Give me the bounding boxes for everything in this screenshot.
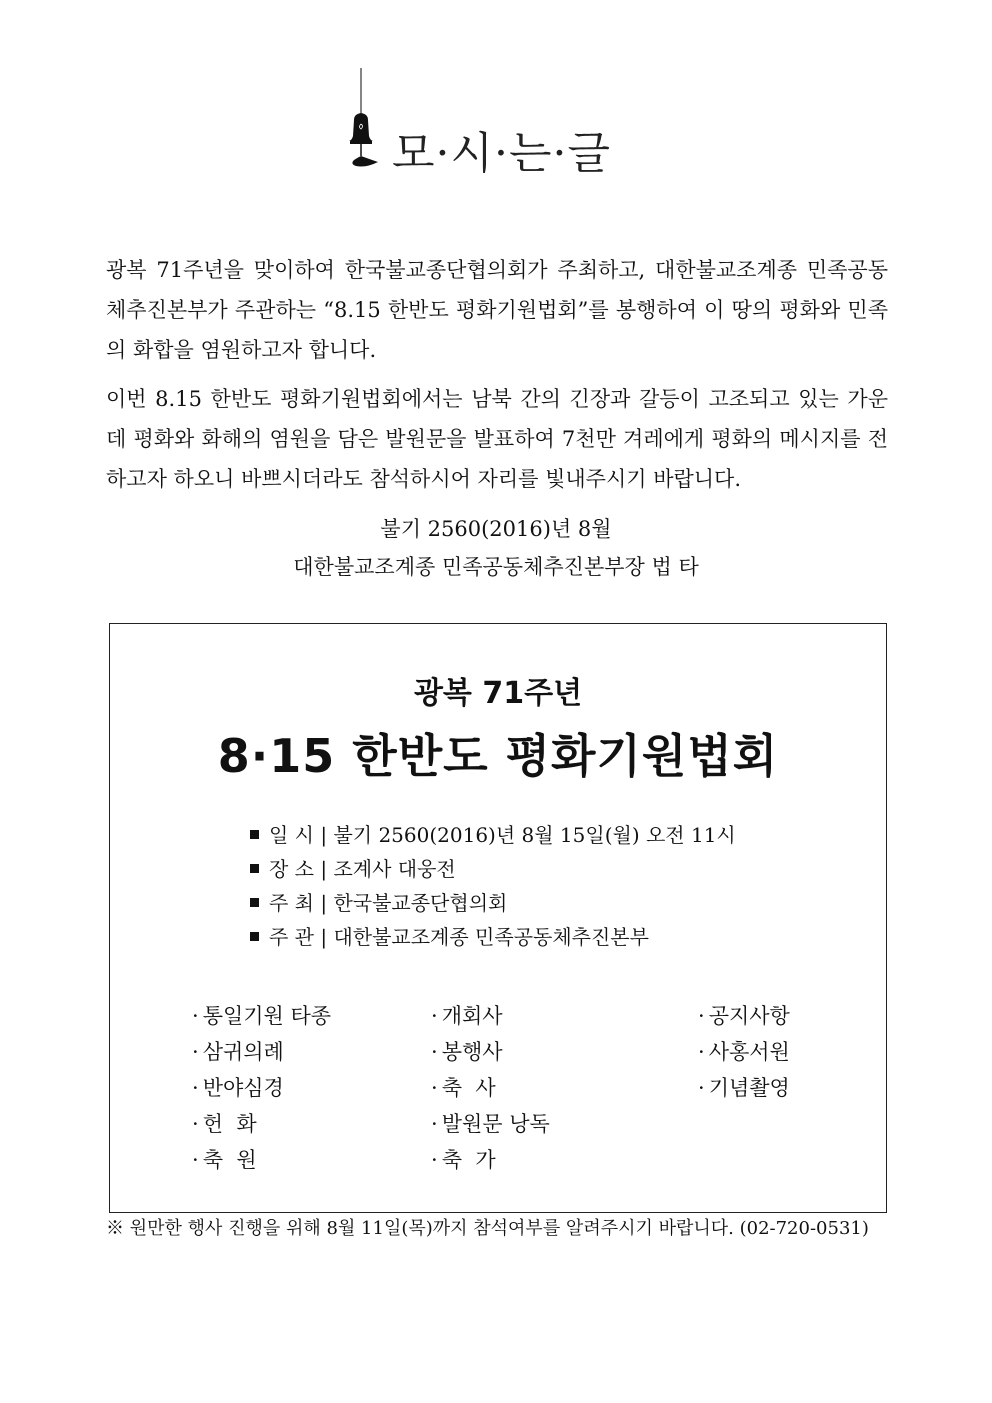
middle-dot-icon: · (431, 1112, 438, 1136)
square-bullet-icon (250, 898, 259, 907)
program-item (431, 1142, 550, 1178)
signer-line: 대한불교조계종 민족공동체추진본부장 법 타 (293, 555, 699, 579)
event-details (250, 818, 736, 954)
square-bullet-icon (250, 932, 259, 941)
middle-dot-icon: · (698, 1004, 705, 1028)
detail-organizer (250, 920, 736, 954)
program-item-label: 통일기원 타종 (202, 1004, 332, 1028)
rsvp-note: ※ 원만한 행사 진행을 위해 8월 11일(목)까지 참석여부를 알려주시기 바랍니다. (02-720-0531) (106, 1218, 869, 1239)
program-item-label: 삼귀의례 (202, 1040, 284, 1064)
program-item (431, 1034, 550, 1070)
middle-dot-icon: · (431, 1148, 438, 1172)
invitation-header (0, 68, 992, 188)
square-bullet-icon (250, 830, 259, 839)
event-title: 8·15 한반도 평화기원법회 (217, 729, 779, 783)
program-item-label: 축 사 (441, 1076, 496, 1100)
program-item (698, 1070, 790, 1106)
program-item-label: 반야심경 (202, 1076, 284, 1100)
program-item-label: 헌 화 (202, 1112, 257, 1136)
program-item-label: 봉행사 (441, 1040, 503, 1064)
program-item (431, 998, 550, 1034)
temple-bell-icon (342, 68, 382, 178)
program-item (431, 1070, 550, 1106)
program-item-label: 사홍서원 (708, 1040, 790, 1064)
middle-dot-icon: · (192, 1040, 199, 1064)
middle-dot-icon: · (698, 1040, 705, 1064)
middle-dot-icon: · (192, 1004, 199, 1028)
middle-dot-icon: · (192, 1148, 199, 1172)
program-item (698, 998, 790, 1034)
square-bullet-icon (250, 864, 259, 873)
middle-dot-icon: · (431, 1004, 438, 1028)
detail-venue (250, 852, 736, 886)
purpose-paragraph: 이번 8.15 한반도 평화기원법회에서는 남북 간의 긴장과 갈등이 고조되고 있는 가운데 평화와 화해의 염원을 담은 발원문을 발표하여 7천만 겨레에게 평화의 메시지를 전하고자 하오니 바쁘시더라도 참석하시어 자리를 빛내주시기 바랍니다. (106, 387, 888, 491)
program-item (698, 1034, 790, 1070)
detail-text: 주 관 | 대한불교조계종 민족공동체추진본부 (269, 925, 649, 949)
middle-dot-icon: · (431, 1076, 438, 1100)
middle-dot-icon: · (698, 1076, 705, 1100)
detail-text: 주 최 | 한국불교종단협의회 (269, 891, 508, 915)
program-item-label: 발원문 낭독 (441, 1112, 550, 1136)
invitation-title: 모·시·는·글 (392, 128, 611, 179)
program-column-1 (192, 998, 331, 1178)
program-item-label: 개회사 (441, 1004, 503, 1028)
intro-paragraph: 광복 71주년을 맞이하여 한국불교종단협의회가 주최하고, 대한불교조계종 민족공동체추진본부가 주관하는 “8.15 한반도 평화기원법회”를 봉행하여 이 땅의 평화와 민족의 화합을 염원하고자 합니다. (106, 258, 888, 362)
program-column-2 (431, 998, 550, 1178)
detail-host (250, 886, 736, 920)
program-item (192, 998, 331, 1034)
middle-dot-icon: · (192, 1112, 199, 1136)
program-item-label: 축 가 (441, 1148, 496, 1172)
event-subtitle: 광복 71주년 (413, 676, 583, 711)
program-item (192, 1034, 331, 1070)
program-item-label: 공지사항 (708, 1004, 790, 1028)
program-item (192, 1106, 331, 1142)
detail-text: 장 소 | 조계사 대웅전 (269, 857, 456, 881)
detail-datetime (250, 818, 736, 852)
program-column-3 (698, 998, 790, 1106)
program-item-label: 기념촬영 (708, 1076, 790, 1100)
program-item (192, 1142, 331, 1178)
detail-text: 일 시 | 불기 2560(2016)년 8월 15일(월) 오전 11시 (269, 823, 736, 847)
program-order (110, 998, 886, 1188)
event-info-box (109, 623, 887, 1213)
program-item (431, 1106, 550, 1142)
program-item (192, 1070, 331, 1106)
date-line: 불기 2560(2016)년 8월 (380, 517, 612, 541)
program-item-label: 축 원 (202, 1148, 257, 1172)
middle-dot-icon: · (192, 1076, 199, 1100)
middle-dot-icon: · (431, 1040, 438, 1064)
